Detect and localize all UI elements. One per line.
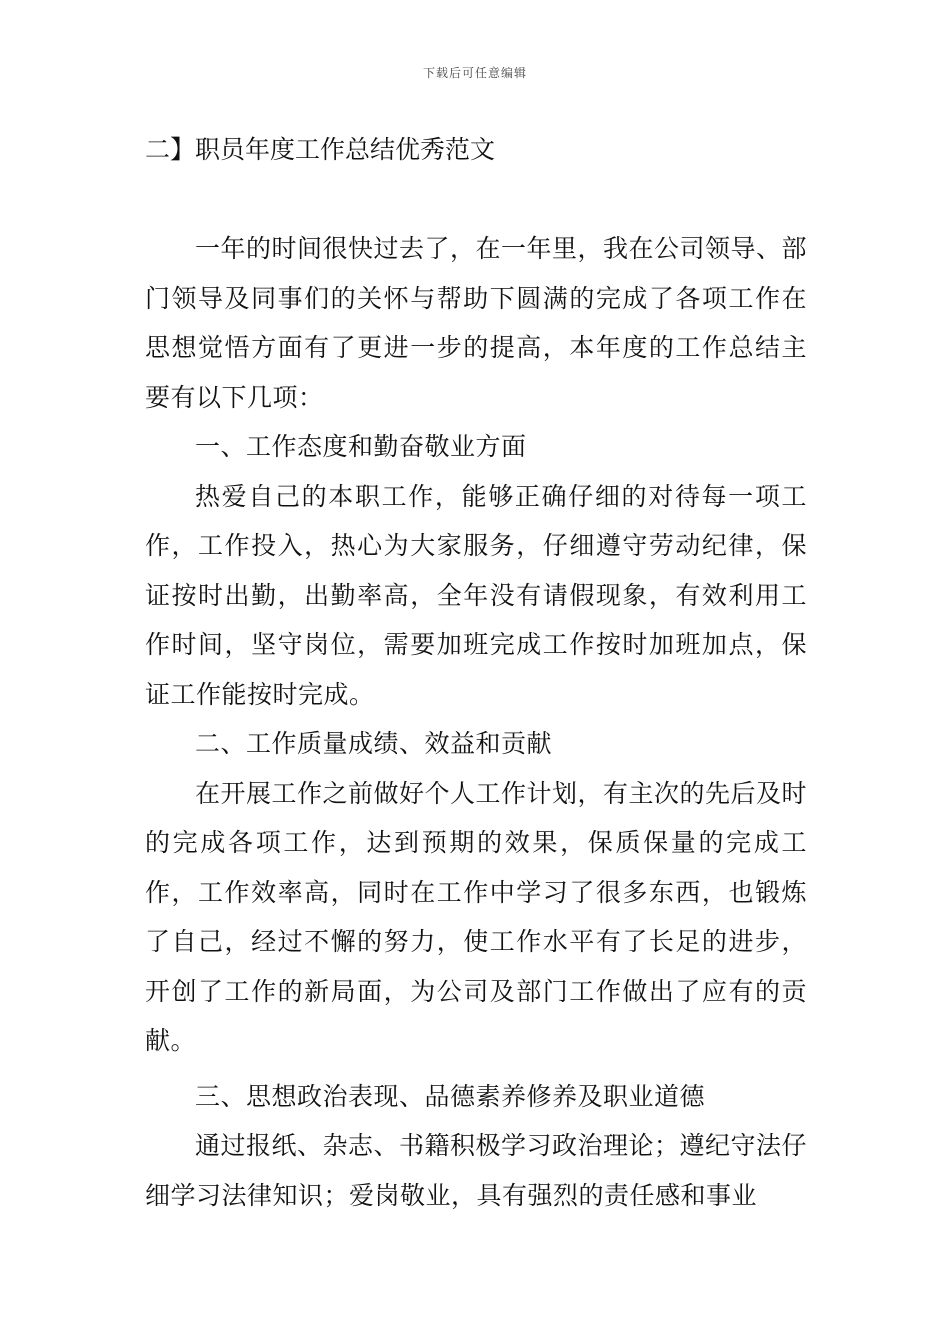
section-heading-2: 二、工作质量成绩、效益和贡献: [195, 729, 553, 758]
section-heading-1: 一、工作态度和勤奋敬业方面: [195, 432, 527, 461]
page-header: 下载后可任意编辑: [422, 66, 527, 80]
paragraph-intro: 一年的时间很快过去了，在一年里，我在公司领导、部门领导及同事们的关怀与帮助下圆满的完成了各项工作在思想觉悟方面有了更进一步的提高，本年度的工作总结主要有以下几项：: [145, 234, 808, 412]
section-heading-3: 三、思想政治表现、品德素养修养及职业道德: [195, 1081, 706, 1111]
document-body: [145, 224, 807, 1220]
document-title: 二】职员年度工作总结优秀范文: [145, 135, 496, 164]
paragraph-section-3: 通过报纸、杂志、书籍积极学习政治理论；遵纪守法仔细学习法律知识；爱岗敬业，具有强烈的责任感和事业: [145, 1131, 808, 1210]
paragraph-section-2: 在开展工作之前做好个人工作计划，有主次的先后及时的完成各项工作，达到预期的效果，保质保量的完成工作，工作效率高，同时在工作中学习了很多东西，也锻炼了自己，经过不懈的努力，使工作水平有了长足的进步，开创了工作的新局面，为公司及部门工作做出了应有的贡献。: [145, 778, 808, 1055]
paragraph-section-1: 热爱自己的本职工作，能够正确仔细的对待每一项工作，工作投入，热心为大家服务，仔细遵守劳动纪律，保证按时出勤，出勤率高，全年没有请假现象，有效利用工作时间，坚守岗位，需要加班完成工作按时加班加点，保证工作能按时完成。: [145, 481, 807, 709]
